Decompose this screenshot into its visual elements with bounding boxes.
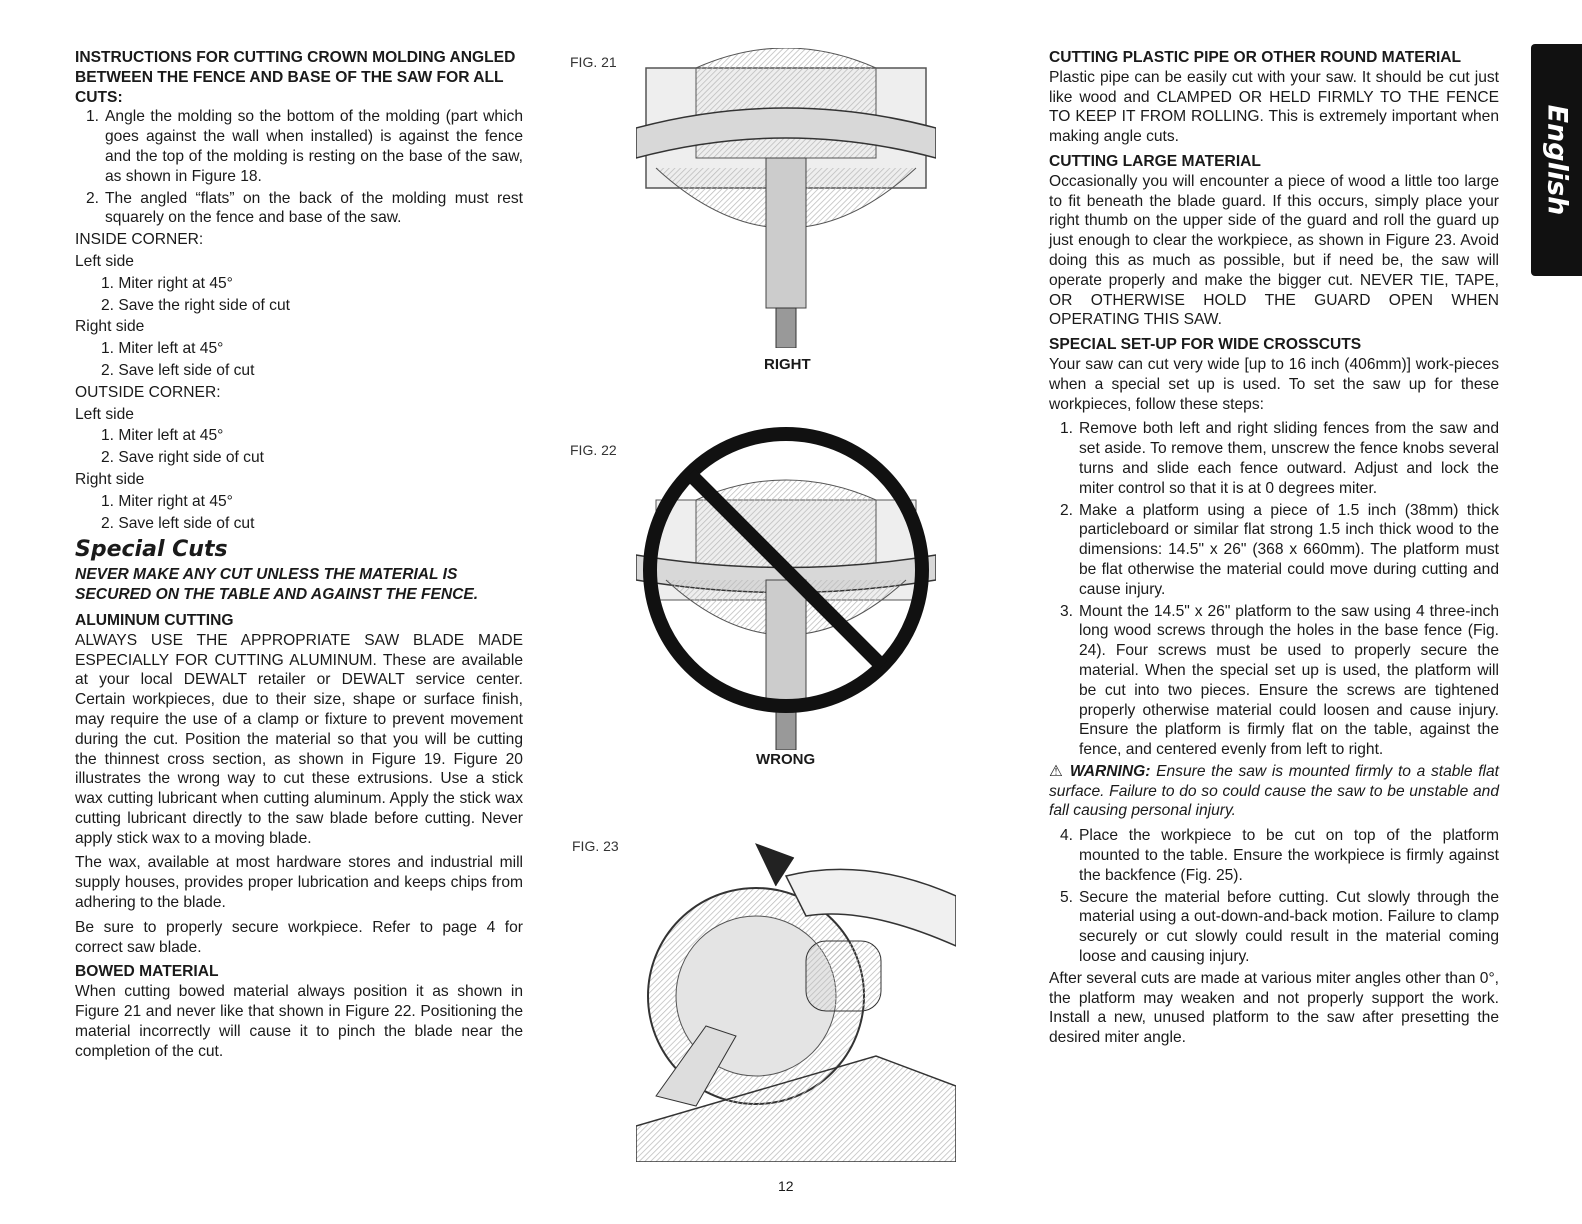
fig22-illustration <box>636 420 936 750</box>
side-label: Left side <box>75 252 134 270</box>
plastic-pipe-heading: CUTTING PLASTIC PIPE OR OTHER ROUND MATERIAL <box>1049 49 1462 66</box>
list-item: 1. Remove both left and right sliding fences from the saw and set aside. To remove them, unscrew the fence knobs several turns and slide each fence outward. Adjust and lock the miter control so that it is at 0 degrees miter. <box>1059 420 1499 497</box>
list-item: 1. Angle the molding so the bottom of the molding (part which goes against the wall when installed) is against the fence and the top of the molding is resting on the base of the saw, as shown in Figure 18. <box>85 108 523 185</box>
side-label: Left side <box>75 405 134 423</box>
fig21-label: FIG. 21 <box>570 54 617 70</box>
large-material-heading: CUTTING LARGE MATERIAL <box>1049 152 1261 170</box>
aluminum-paragraph: ALWAYS USE THE APPROPRIATE SAW BLADE MADE ESPECIALLY FOR CUTTING ALUMINUM. These are available at your local DEWALT retailer or DEWALT service center. Certain workpieces, due to their size, shape or surface finish, may require the use of a clamp or fixture to prevent movement during the cut. Position the material so that you will be cutting the thinnest cross section, as shown in Figure 19. Figure 20 illustrates the wrong way to cut these extrusions. Use a stick wax cutting lubricant when cutting aluminum. Apply the stick wax cutting lubricant directly to the saw blade before cutting. Never apply stick wax to a moving blade. <box>75 631 523 847</box>
fig22-caption: WRONG <box>756 751 816 768</box>
large-material-paragraph: Occasionally you will encounter a piece of wood a little too large to fit beneath the blade guard. If this occurs, simply place your right thumb on the upper side of the guard and roll the guard up just enough to clear the workpiece, as shown in Figure 23. Avoid doing this as much as possible, but if need be, the saw will operate properly and make the bigger cut. NEVER TIE, TAPE, OR OTHERWISE HOLD THE GUARD OPEN WHEN OPERATING THIS SAW. <box>1049 172 1499 329</box>
list-item: 3. Mount the 14.5" x 26" platform to the saw using 4 three-inch long wood screws through the holes in the base fence (Fig. 24). Four screws must be used to properly secure the material. When the special set up is used, the platform will be cut into two pieces. Ensure the screws are tightened properly otherwise material could loosen and cause injury. Ensure the platform is firmly flat on the table, against the fence, and centered evenly from left to right. <box>1059 602 1499 759</box>
fig22-label: FIG. 22 <box>570 442 617 458</box>
list-item: 2. Make a platform using a piece of 1.5 inch (38mm) thick particleboard or similar flat strong 1.5 inch thick wood to the dimensions: 14.5" x 26" (368 x 660mm). The platform must be flat otherwise the material could move during cutting and cause injury. <box>1059 501 1499 598</box>
language-tab-label: English <box>1541 104 1572 216</box>
list-item: 1. Miter left at 45° <box>101 340 224 358</box>
after-paragraph: After several cuts are made at various miter angles other than 0°, the platform may weaken and not properly support the work. Install a new, unused platform to the saw after presetting the desired miter angle. <box>1049 969 1500 1047</box>
bowed-paragraph: When cutting bowed material always position it as shown in Figure 21 and never like that shown in Figure 22. Positioning the material incorrectly will cause it to pinch the blade near the completion of the cut. <box>75 983 523 1060</box>
side-label: Right side <box>75 318 145 336</box>
special-cuts-warning: NEVER MAKE ANY CUT UNLESS THE MATERIAL IS SECURED ON THE TABLE AND AGAINST THE FENCE. <box>75 566 479 604</box>
left-column <box>75 48 523 1066</box>
list-item: 5. Secure the material before cutting. Cut slowly through the material using a out-down-and-back motion. Failure to clamp securely or cut slowly could result in the material coming loose and causing injury. <box>1059 888 1499 966</box>
list-item: 2. Save right side of cut <box>101 449 264 467</box>
fig23-illustration <box>636 836 956 1162</box>
wide-crosscuts-paragraph: Your saw can cut very wide [up to 16 inch (406mm)] work-pieces when a special set up is used. To set the saw up for these workpieces, follow these steps: <box>1049 355 1499 413</box>
crown-molding-heading: INSTRUCTIONS FOR CUTTING CROWN MOLDING ANGLED BETWEEN THE FENCE AND BASE OF THE SAW FOR ALL CUTS: <box>75 49 516 106</box>
list-item: 1. Miter right at 45° <box>101 492 233 510</box>
aluminum-cutting-heading: ALUMINUM CUTTING <box>75 611 234 629</box>
warning-label: WARNING: <box>1069 762 1151 780</box>
page-number: 12 <box>778 1178 794 1194</box>
list-item: 2. The angled “flats” on the back of the molding must rest squarely on the fence and base of the saw. <box>85 189 523 227</box>
list-item: 2. Save the right side of cut <box>101 296 290 314</box>
list-item: 2. Save left side of cut <box>101 514 255 532</box>
warning-text: Ensure the saw is mounted firmly to a stable flat surface. Failure to do so could cause the saw to be unstable and fall causing personal injury. <box>1049 762 1499 820</box>
list-item: 2. Save left side of cut <box>101 361 255 379</box>
fig21-caption: RIGHT <box>764 356 811 373</box>
right-column <box>1049 48 1499 1053</box>
list-item: 1. Miter left at 45° <box>101 427 224 445</box>
secure-paragraph: Be sure to properly secure workpiece. Refer to page 4 for correct saw blade. <box>75 918 523 956</box>
language-tab <box>1531 44 1582 276</box>
list-item: 4. Place the workpiece to be cut on top of the platform mounted to the table. Ensure the workpiece is firmly against the backfence (Fig. 25). <box>1059 827 1499 884</box>
fig21-illustration <box>636 48 936 348</box>
warning-block <box>1049 762 1499 821</box>
outside-corner-label: OUTSIDE CORNER: <box>75 383 221 401</box>
list-item: 1. Miter right at 45° <box>101 274 233 292</box>
fig23-label: FIG. 23 <box>572 838 619 854</box>
wax-paragraph: The wax, available at most hardware stores and industrial mill supply houses, provides proper lubrication and keeps chips from adhering to the blade. <box>75 854 523 912</box>
special-cuts-title: Special Cuts <box>75 537 228 563</box>
side-label: Right side <box>75 470 145 488</box>
inside-corner-label: INSIDE CORNER: <box>75 231 204 249</box>
warning-icon: ⚠ <box>1049 762 1065 780</box>
plastic-pipe-paragraph: Plastic pipe can be easily cut with your saw. It should be cut just like wood and CLAMPED OR HELD FIRMLY TO THE FENCE TO KEEP IT FROM ROLLING. This is extremely important when making angle cuts. <box>1049 68 1499 146</box>
wide-crosscuts-heading: SPECIAL SET-UP FOR WIDE CROSSCUTS <box>1049 336 1362 354</box>
bowed-material-heading: BOWED MATERIAL <box>75 963 219 981</box>
